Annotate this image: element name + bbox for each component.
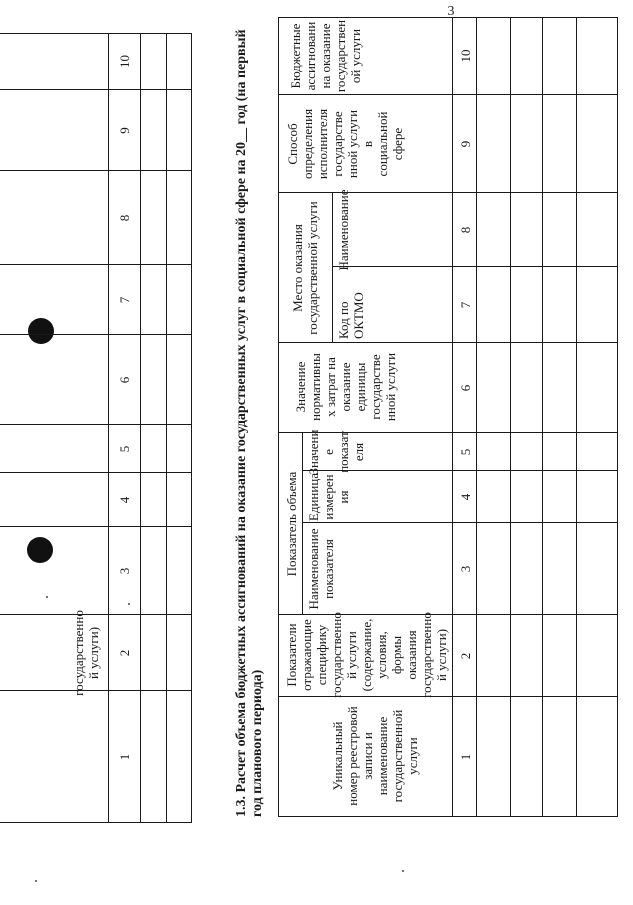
- main-table-number-line: [476, 17, 477, 817]
- top-table-col-divider: [0, 334, 192, 335]
- header-unique-number: Уникальный номер реестровой записи и наименование государственной услуги: [330, 706, 420, 806]
- top-col-number: 5: [116, 445, 132, 453]
- main-col-number: 7: [457, 301, 473, 309]
- top-col-number: 7: [116, 296, 132, 304]
- volume-group-line: [302, 433, 303, 615]
- header-volume-group: Показатель объема: [283, 471, 299, 577]
- top-col-number: 9: [116, 127, 132, 134]
- top-table-row-line: [166, 33, 167, 823]
- main-table-row-line: [542, 17, 543, 817]
- top-col-number: 10: [116, 55, 132, 68]
- place-group-line: [332, 193, 333, 343]
- section-title: 1.3. Расчет объема бюджетных ассигнований на оказание государственных услуг в социальной сфере на 20__ год (на первый год планового периода): [234, 29, 265, 817]
- top-table-col-divider: [0, 264, 192, 265]
- main-col-number: 4: [457, 493, 473, 501]
- top-table-col-divider: [0, 424, 192, 425]
- main-col-number: 5: [457, 448, 473, 456]
- top-col-number: 6: [116, 376, 132, 384]
- top-table-header-fragment: государственно й услуги): [71, 610, 101, 696]
- header-place-group: Место оказания государственной услуги: [290, 201, 320, 335]
- top-col-number: 4: [116, 496, 132, 504]
- top-col-number: 1: [116, 753, 132, 761]
- main-col-number: 9: [457, 140, 473, 148]
- main-table-row-line: [510, 17, 511, 817]
- top-table-row-line: [140, 33, 141, 823]
- top-col-number: 2: [116, 649, 132, 657]
- top-table-header-line: [108, 33, 109, 823]
- top-table-col-divider: [0, 89, 192, 90]
- main-col-number: 8: [457, 226, 473, 234]
- header-executor-method: Способ определения исполнителя государстве нной услуги в социальной сфере: [285, 108, 405, 180]
- header-normative-cost: Значение нормативны х затрат на оказание единицы государстве нной услуги: [292, 352, 398, 422]
- header-indicator-value: Значени е показат еля: [306, 429, 366, 475]
- top-table-col-divider: [0, 472, 192, 473]
- main-table-row-line: [576, 17, 577, 817]
- top-table: [0, 33, 192, 823]
- top-table-col-divider: [0, 526, 192, 527]
- top-col-number: 8: [116, 214, 132, 222]
- main-col-number: 2: [457, 652, 473, 660]
- main-col-number: 10: [457, 49, 473, 63]
- header-unit: Единица измерен ия: [306, 472, 351, 522]
- header-budget-allocations: Бюджетные ассигновани на оказание государствен ой услуги: [287, 19, 363, 93]
- main-table-header-line: [452, 17, 453, 817]
- header-indicator-name: Наименование показателя: [306, 528, 336, 610]
- top-col-number: 3: [116, 567, 132, 575]
- main-col-number: 1: [457, 753, 473, 761]
- header-oktmo-code: Код по ОКТМО: [336, 292, 366, 339]
- top-table-col-divider: [0, 170, 192, 171]
- header-specific-indicators: Показатели отражающие специфику государственно й услуги (содержание, условия, формы оказания государственно й услуги): [283, 612, 449, 698]
- main-col-number: 3: [457, 565, 473, 573]
- main-col-number: 6: [457, 384, 473, 392]
- header-place-name: Наименование: [336, 189, 351, 271]
- page-number: 3: [447, 4, 455, 19]
